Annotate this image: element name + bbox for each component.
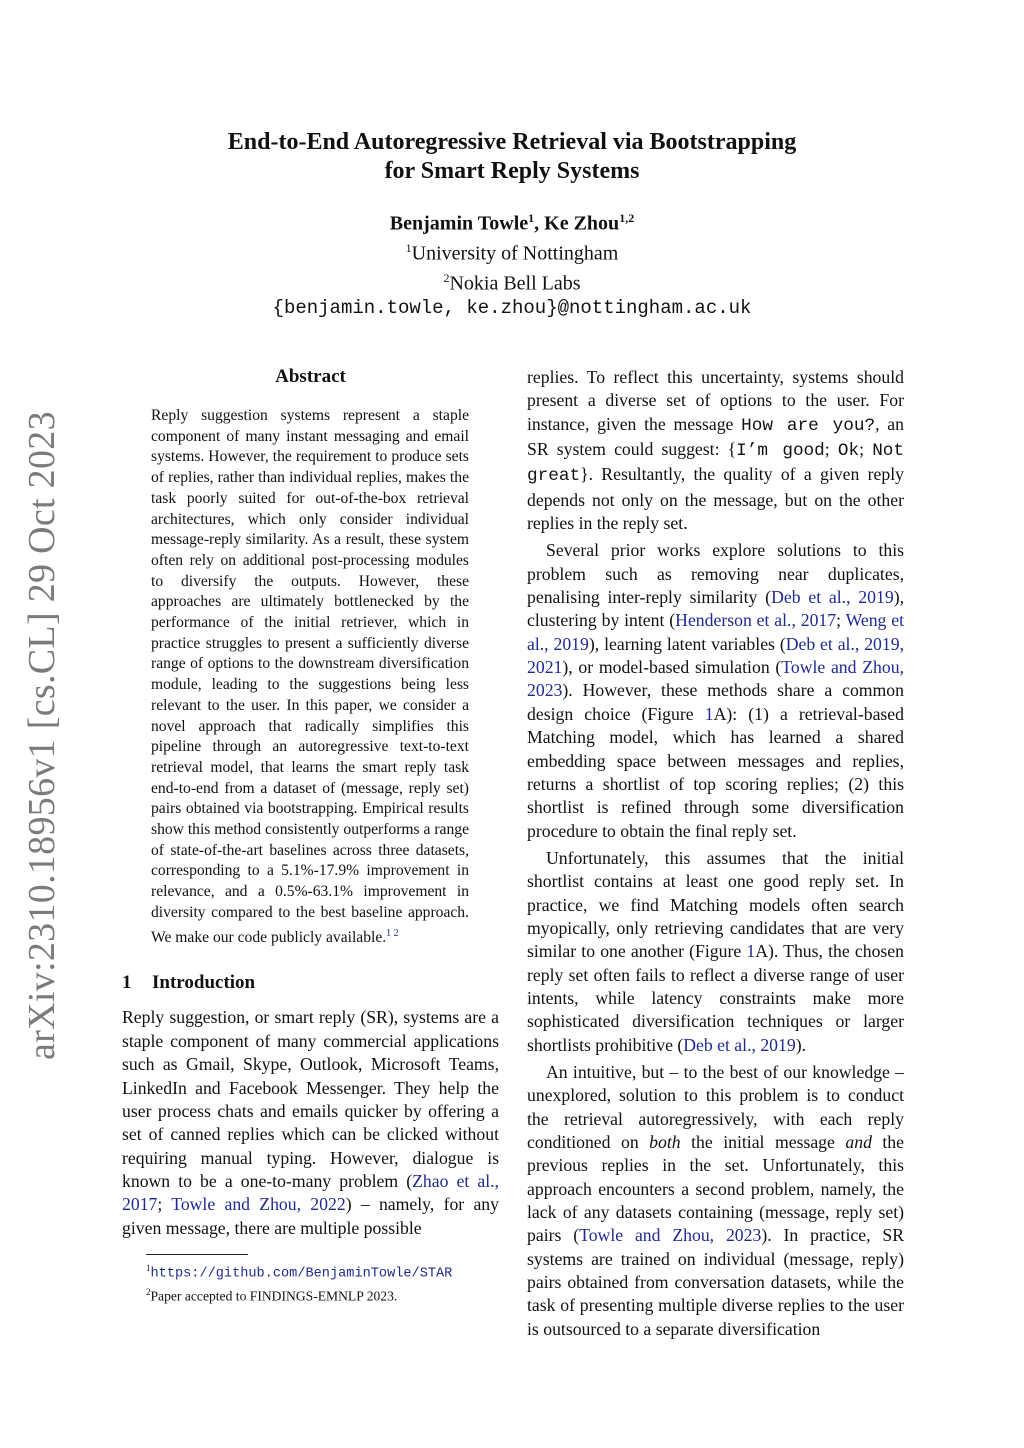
code-snippet: How are you? (741, 415, 876, 436)
citation-link[interactable]: Deb et al., 2019 (771, 587, 894, 608)
figure-ref-link[interactable]: 1 (704, 703, 714, 724)
text-run: A): (1) a retrieval-based Matching model, which has learned a shared embedding space between messages and replies, returns a shortlist of top scoring replies; (2) this shortlist is refined through some diversification procedure to obtain the final reply set. (527, 703, 904, 841)
affiliation-2-mark: 2 (443, 271, 450, 286)
text-run: ; (824, 439, 838, 460)
affiliation-1 (0, 236, 1024, 266)
emphasis: both (649, 1132, 681, 1152)
text-run: An intuitive, but – to the best of our knowledge – unexplored, solution to this problem is to conduct the retrieval autoregressively, with each reply conditioned on (527, 1061, 904, 1152)
right-column (527, 366, 904, 1341)
citation-link[interactable]: Zhao et al., 2017 (122, 1170, 499, 1215)
title-line-1: End-to-End Autoregressive Retrieval via Bootstrapping (227, 129, 797, 155)
text-run: ), clustering by intent ( (527, 587, 904, 631)
affiliation-2-name: Nokia Bell Labs (449, 272, 581, 295)
right-paragraph-4 (527, 1061, 904, 1341)
footnote-url-link[interactable]: https://github.com/BenjaminTowle/STAR (150, 1266, 453, 1282)
text-run: ). However, these methods share a common design choice (Figure (527, 680, 904, 724)
author-2-affil-mark: 1,2 (619, 211, 635, 225)
section-heading-introduction (122, 972, 499, 994)
paper-title (0, 128, 1024, 186)
affiliation-1-mark: 1 (405, 241, 412, 256)
figure-ref-link[interactable]: 1 (746, 941, 756, 962)
footnote-text: Paper accepted to FINDINGS-EMNLP 2023. (150, 1288, 398, 1304)
code-snippet: Not great (527, 441, 905, 487)
intro-paragraph-1 (122, 1006, 499, 1239)
affiliation-1-name: University of Nottingham (411, 242, 619, 265)
text-run: Unfortunately, this assumes that the initial shortlist contains at least one good reply set. In practice, we find Matching models often search myopically, only retrieving candidates that are very similar to one another (Figure (527, 847, 904, 962)
citation-link[interactable]: Towle and Zhou, 2022 (171, 1194, 346, 1215)
code-snippet: Ok (837, 441, 860, 462)
author-names (0, 206, 1024, 236)
citation-link[interactable]: Towle and Zhou, 2023 (527, 657, 904, 701)
text-run: the previous replies in the set. Unfortunately, this approach encounters a second problem, namely, the lack of any datasets containing (message, reply set) pairs ( (527, 1132, 905, 1246)
text-run: ), learning latent variables ( (588, 633, 786, 654)
footnote-divider (146, 1254, 248, 1255)
text-run: Reply suggestion, or smart reply (SR), systems are a staple component of many commercial applications such as Gmail, Skype, Outlook, Microsoft Teams, LinkedIn and Facebook Messenger. They help the user process chats and emails quicker by offering a set of canned replies which can be clicked without requiring manual typing. However, dialogue is known to be a one-to-many problem ( (122, 1007, 499, 1191)
author-block (0, 206, 1024, 321)
text-run: }. Resultantly, the quality of a given reply depends not only on the message, but on the other replies in the reply set. (527, 464, 904, 534)
citation-link[interactable]: Towle and Zhou, 2023 (579, 1225, 762, 1246)
abstract-footnote-marks[interactable]: 1 2 (386, 927, 399, 939)
author-emails: {benjamin.towle, ke.zhou}@nottingham.ac.uk (272, 297, 752, 320)
abstract-body (151, 406, 469, 948)
footnote-mark: 1 (146, 1262, 151, 1273)
citation-link[interactable]: Deb et al., 2019, 2021 (527, 633, 905, 678)
text-run: the initial message (680, 1132, 846, 1152)
author-2: Ke Zhou (544, 212, 620, 235)
text-run: ) – namely, for any given message, there are multiple possible (122, 1194, 499, 1238)
title-line-2: for Smart Reply Systems (384, 158, 640, 184)
emphasis: and (845, 1132, 872, 1152)
text-run: ), or model-based simulation ( (562, 657, 782, 678)
author-1-affil-mark: 1 (528, 211, 535, 225)
text-run: ). In practice, SR systems are trained on individual (message, reply) pairs obtained from conversation datasets, while the task of presenting multiple diverse replies to the user is outsourced to a separate diversification (527, 1225, 904, 1339)
abstract-text: Reply suggestion systems represent a staple component of many instant messaging and email systems. However, the requirement to produce sets of replies, rather than individual replies, makes the task poorly suited for out-of-the-box retrieval architectures, which only consider individual message-reply similarity. As a result, these system often rely on additional post-processing modules to diversify the outputs. However, these approaches are ultimately bottlenecked by the performance of the initial retriever, which in practice struggles to present a sufficiently diverse range of options to the downstream diversification module, leading to the suggestions being less relevant to the user. In this paper, we consider a novel approach that radically simplifies this pipeline through an autoregressive text-to-text retrieval model, that learns the smart reply task end-to-end from a dataset of (message, reply set) pairs obtained via bootstrapping. Empirical results show this method consistently outperforms a range of state-of-the-art baselines across three datasets, corresponding to a 5.1%-17.9% improvement in relevance, and a 0.5%-63.1% improvement in diversity compared to the best baseline approach. We make our code publicly available. (151, 407, 469, 946)
right-paragraph-2 (527, 539, 904, 842)
text-run: ; (859, 439, 873, 460)
text-run: , an SR system could suggest: { (527, 413, 904, 460)
section-number: 1 (122, 972, 132, 994)
text-run: Several prior works explore solutions to this problem such as removing near duplicates, penalising inter-reply similarity ( (527, 540, 904, 608)
footnote-2 (146, 1283, 499, 1306)
text-run: replies. To reflect this uncertainty, systems should present a diverse set of options to the user. For instance, given the message (527, 367, 904, 434)
left-column (122, 366, 499, 1306)
right-paragraph-1 (527, 366, 904, 535)
abstract-heading: Abstract (275, 366, 346, 387)
code-snippet: I’m good (736, 441, 825, 462)
author-1: Benjamin Towle (389, 212, 529, 235)
footnote-1 (146, 1259, 499, 1284)
text-run: A). Thus, the chosen reply set often fails to reflect a diverse range of user intents, while latency constraints make more sophisticated diversification techniques or larger shortlists prohibitive ( (527, 941, 904, 1055)
citation-link[interactable]: Henderson et al., 2017 (675, 610, 837, 631)
citation-link[interactable]: Weng et al., 2019 (527, 610, 904, 654)
author-separator: , (534, 212, 545, 235)
text-run: ; (157, 1194, 172, 1215)
arxiv-identifier-stamp: arXiv:2310.18956v1 [cs.CL] 29 Oct 2023 (21, 411, 63, 1060)
section-title: Introduction (152, 972, 256, 994)
footnote-mark: 2 (146, 1287, 151, 1298)
citation-link[interactable]: Deb et al., 2019 (683, 1034, 796, 1055)
affiliation-2 (0, 266, 1024, 296)
text-run: ; (836, 610, 846, 631)
text-run: ). (795, 1034, 807, 1055)
right-paragraph-3 (527, 847, 904, 1057)
